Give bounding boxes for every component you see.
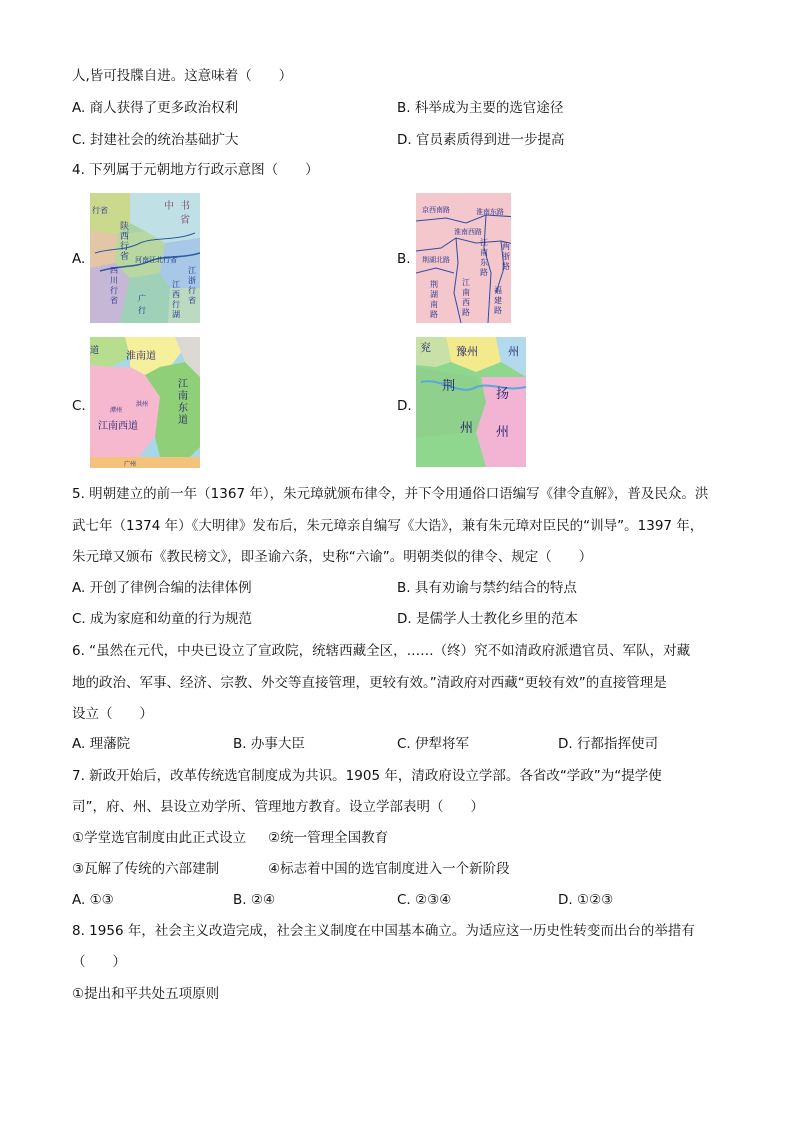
- map-b-text-19: 路: [430, 310, 438, 319]
- map-a-text-7: 行: [120, 242, 130, 252]
- map-b-text-7: 东: [480, 258, 488, 267]
- q7-item-4: ④标志着中国的选官制度进入一个新阶段: [268, 861, 510, 877]
- map-b-text-9: 两: [502, 242, 510, 251]
- map-a-text-5: 陕: [120, 222, 130, 232]
- q7-option-b[interactable]: B. ②④: [233, 892, 276, 908]
- q6-option-d[interactable]: D. 行都指挥使司: [558, 736, 658, 752]
- q7-item-2: ②统一管理全国教育: [268, 830, 389, 846]
- map-c-text-8: 潭州: [110, 407, 123, 414]
- map-c-text-6: 江南西道: [98, 421, 138, 432]
- map-b-text-16: 荆: [430, 280, 438, 289]
- q7-line-1: 7. 新政开始后，改革传统选官制度成为共识。1905 年，清政府设立学部。各省改“学政”为“提学使: [72, 768, 662, 784]
- q7-line-2: 司”，府、州、县设立劝学所、管理地方教育。设立学部表明（ ）: [72, 799, 484, 815]
- map-c-text-4: 东: [178, 403, 188, 414]
- q5-line-1: 5. 明朝建立的前一年（1367 年），朱元璋就颁布律令，并下令用通俗口语编写《律令直解》，普及民众。洪: [72, 486, 709, 502]
- map-a-text-22: 广: [138, 294, 146, 303]
- map-a-text-21: 湖: [172, 310, 180, 319]
- q5-option-b[interactable]: B. 具有劝谕与禁约结合的特点: [397, 580, 577, 596]
- q3-option-a[interactable]: A. 商人获得了更多政治权利: [72, 100, 239, 116]
- map-b-text-12: 江: [462, 278, 470, 287]
- map-a-text-23: 行: [138, 306, 146, 315]
- map-a-text-15: 浙: [188, 276, 196, 285]
- q7-option-d[interactable]: D. ①②③: [558, 892, 614, 908]
- map-b-text-6: 南: [480, 248, 488, 257]
- map-c-text-7: 洪州: [136, 401, 149, 408]
- map-b-text-5: 江: [480, 238, 488, 247]
- map-a-text-19: 西: [172, 290, 180, 299]
- map-b-text-21: 建: [494, 296, 502, 305]
- map-b-text-1: 京西南路: [422, 206, 450, 214]
- map-a-text-12: 行: [110, 286, 118, 295]
- q5-option-c[interactable]: C. 成为家庭和幼童的行为规范: [72, 611, 253, 627]
- map-c-text-5: 道: [178, 415, 188, 426]
- map-b-text-20: 福: [494, 286, 502, 295]
- map-b-song-circuits[interactable]: [416, 193, 518, 323]
- map-a-text-6: 西: [120, 232, 130, 242]
- map-d-ancient-provinces[interactable]: [416, 337, 526, 467]
- map-a-text-10: 四: [110, 266, 118, 275]
- map-b-text-4: 荆湖北路: [422, 256, 450, 264]
- map-a-text-9: 河南江北行省: [135, 256, 177, 264]
- q5-option-d[interactable]: D. 是儒学人士教化乡里的范本: [397, 611, 578, 627]
- map-b-text-14: 西: [462, 298, 470, 307]
- q8-line-1: 8. 1956 年，社会主义改造完成，社会主义制度在中国基本确立。为适应这一历史性转变而出台的举措有: [72, 923, 695, 939]
- q7-option-c[interactable]: C. ②③④: [397, 892, 452, 908]
- q3-option-b[interactable]: B. 科举成为主要的选官途径: [397, 100, 564, 116]
- map-c-text-9: 广州: [124, 461, 137, 468]
- map-c-text-3: 南: [178, 391, 188, 402]
- q3-stem-tail: 人,皆可投牒自进。这意味着（ ）: [72, 68, 293, 84]
- q6-option-a[interactable]: A. 理藩院: [72, 736, 131, 752]
- map-b-text-15: 路: [462, 308, 470, 317]
- map-b-text-18: 南: [430, 300, 438, 309]
- q7-item-1: ①学堂选官制度由此正式设立: [72, 830, 247, 846]
- map-a-text-20: 行: [172, 300, 180, 309]
- map-d-text-3: 州: [460, 421, 474, 436]
- map-a-text-1: 中: [164, 201, 174, 212]
- q6-line-1: 6. “虽然在元代，中央已设立了宣政院，统辖西藏全区，……（终）究不如清政府派遣官员、军队，对藏: [72, 643, 691, 659]
- q4-option-a-label[interactable]: A.: [72, 251, 86, 267]
- map-a-text-16: 行: [188, 286, 196, 295]
- q5-option-a[interactable]: A. 开创了律例合编的法律体例: [72, 580, 252, 596]
- map-d-text-5: 州: [496, 425, 510, 440]
- q6-line-3: 设立（ ）: [72, 706, 153, 722]
- map-a-text-17: 省: [188, 296, 196, 305]
- map-b-text-22: 路: [494, 306, 502, 315]
- map-b-text-13: 南: [462, 288, 470, 297]
- map-a-text-14: 江: [188, 266, 196, 275]
- map-d-text-6: 州: [508, 345, 519, 358]
- map-b-text-3: 淮南东路: [476, 208, 504, 216]
- map-a-text-13: 省: [110, 296, 118, 305]
- map-a-text-2: 书: [180, 201, 190, 212]
- q6-option-c[interactable]: C. 伊犁将军: [397, 736, 470, 752]
- q6-line-2: 地的政治、军事、经济、宗教、外交等直接管理，更较有效。”清政府对西藏“更较有效”的直接管理是: [72, 675, 667, 691]
- map-a-text-8: 省: [120, 252, 130, 262]
- q5-line-3: 朱元璋又颁布《教民榜文》，即圣谕六条，史称“六谕”。明朝类似的律令、规定（ ）: [72, 549, 593, 565]
- map-a-yuan-provinces[interactable]: [90, 193, 200, 323]
- map-c-text-10: 道: [90, 346, 100, 356]
- q4-option-c-label[interactable]: C.: [72, 398, 86, 414]
- map-d-text-7: 兖: [420, 341, 431, 354]
- q5-line-2: 武七年（1374 年）《大明律》发布后，朱元璋亲自编写《大诰》，兼有朱元璋对臣民的“训导”。1397 年，: [72, 518, 704, 534]
- map-c-text-2: 江: [178, 379, 188, 390]
- map-b-text-2: 淮南西路: [454, 228, 482, 236]
- q7-option-a[interactable]: A. ①③: [72, 892, 114, 908]
- map-a-text-3: 省: [180, 215, 190, 226]
- map-b-text-10: 浙: [502, 252, 510, 261]
- q8-line-2: （ ）: [72, 954, 126, 970]
- map-c-tang-circuits[interactable]: [90, 337, 200, 468]
- map-b-text-11: 路: [502, 262, 510, 271]
- map-a-text-4: 行省: [92, 206, 108, 215]
- map-a-text-11: 川: [110, 276, 118, 285]
- q4-option-d-label[interactable]: D.: [397, 398, 412, 414]
- map-c-text-1: 淮南道: [126, 351, 156, 362]
- q4-stem: 4. 下列属于元朝地方行政示意图（ ）: [72, 162, 319, 178]
- map-d-text-4: 扬: [496, 387, 510, 402]
- q8-item-1: ①提出和平共处五项原则: [72, 986, 220, 1002]
- q3-option-d[interactable]: D. 官员素质得到进一步提高: [397, 132, 565, 148]
- map-d-text-2: 荆: [442, 379, 456, 394]
- q4-option-b-label[interactable]: B.: [397, 251, 411, 267]
- map-b-text-17: 湖: [430, 290, 438, 299]
- map-a-text-18: 江: [172, 280, 180, 289]
- q7-item-3: ③瓦解了传统的六部建制: [72, 861, 220, 877]
- q3-option-c[interactable]: C. 封建社会的统治基础扩大: [72, 132, 239, 148]
- q6-option-b[interactable]: B. 办事大臣: [233, 736, 305, 752]
- map-d-text-1: 豫州: [456, 345, 478, 358]
- map-b-text-8: 路: [480, 268, 488, 277]
